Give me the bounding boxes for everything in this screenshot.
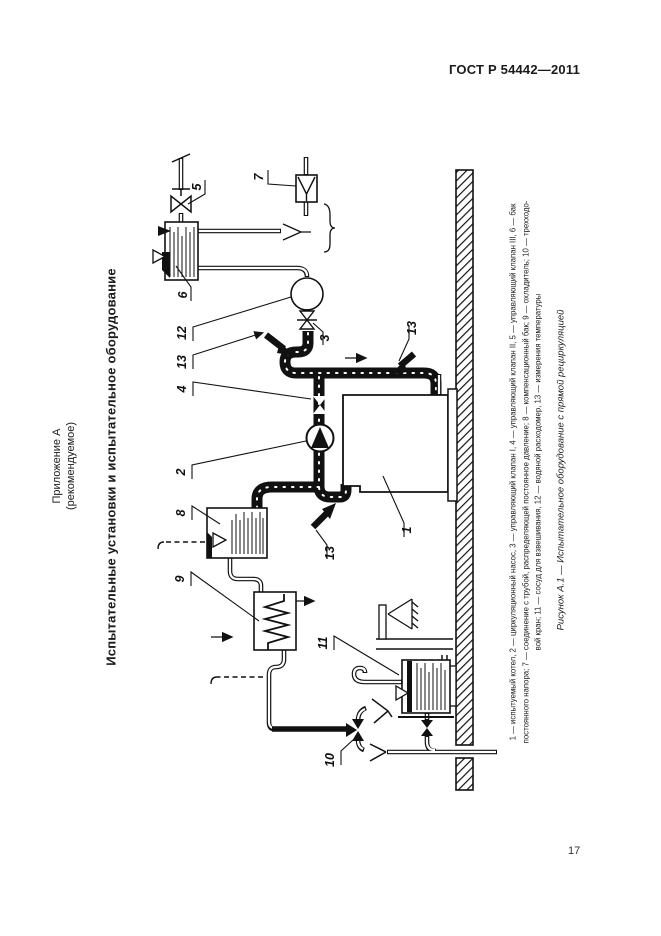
label-13b: 13 [405, 321, 419, 335]
label-8: 8 [174, 509, 188, 517]
scale-support-icon [388, 599, 418, 629]
scale-post [379, 605, 386, 639]
label-7: 7 [252, 173, 266, 181]
legend-line-3: вой кран; 11 — сосуд для взвешивания, 12 — водяной расходомер, 13 — измерения температуры [533, 293, 543, 651]
label-13a: 13 [175, 355, 189, 369]
dashed-connections [164, 542, 263, 677]
label-6: 6 [176, 291, 190, 299]
dashed-hooks [158, 542, 217, 684]
label-5: 5 [190, 183, 204, 191]
appendix-heading: Испытательные установки и испытательное оборудование [103, 268, 119, 666]
vessel-drain-valve-icon [421, 720, 433, 736]
label-2: 2 [174, 468, 188, 476]
compensation-tank [207, 508, 267, 558]
appendix-title-line: Приложение А [51, 428, 63, 504]
boiler-mounting-plate [448, 389, 457, 501]
flow-meter-icon [291, 278, 323, 310]
legend-line-1: 1 — испытуемый котел, 2 — циркуляционный насос, 3 — управляющий клапан I, 4 — управляющий клапан II, 5 — управляющий клапан III, 6 — бак [508, 203, 518, 741]
appendix-subtitle-line: (рекомендуемое) [65, 421, 77, 511]
brace [324, 204, 335, 252]
figure-caption: Рисунок А.1 — Испытательное оборудование с прямой рециркуляцией [555, 309, 567, 631]
label-1: 1 [400, 526, 414, 534]
label-11: 11 [316, 636, 330, 650]
standard-number-header: ГОСТ Р 54442—2011 [449, 62, 580, 77]
constant-head-tank [153, 222, 198, 280]
label-12: 12 [175, 326, 189, 340]
legend-line-2: постоянного напора; 7 — соединение с трубой, распределяющей постоянное давление; 8 — компенсационный бак; 9 — охладитель; 10 — трехходо- [520, 200, 530, 744]
label-3: 3 [318, 334, 332, 342]
page-number: 17 [568, 845, 581, 857]
label-10: 10 [323, 753, 337, 767]
cooler [211, 592, 313, 650]
label-4: 4 [175, 385, 189, 393]
boiler [343, 389, 457, 501]
valve-3-icon [297, 309, 317, 329]
drain-funnel-icon [370, 744, 386, 761]
vessel-funnel-icon [372, 699, 392, 723]
overflow-arrow [283, 224, 311, 240]
wall-hatched [456, 170, 473, 790]
three-way-valve-icon [346, 719, 364, 741]
label-9: 9 [173, 575, 187, 583]
pump-icon [307, 425, 334, 452]
pressure-pipe-connection [296, 175, 335, 252]
label-13c: 13 [323, 546, 337, 560]
weighing-vessel-assembly [376, 599, 456, 717]
